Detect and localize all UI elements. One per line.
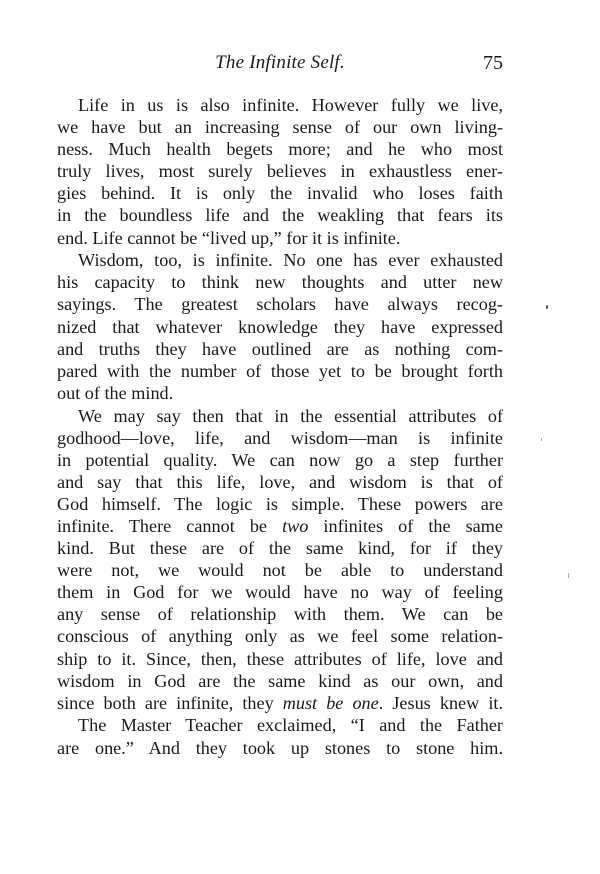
text-line: sayings. The greatest scholars have always recog- bbox=[57, 294, 503, 315]
text-line: ness. Much health begets more; and he who most bbox=[57, 139, 503, 160]
text-line: out of the mind. bbox=[57, 382, 174, 403]
text-line: gies behind. It is only the invalid who loses faith bbox=[57, 183, 503, 204]
text-line: were not, we would not be able to understand bbox=[57, 560, 503, 581]
text-line: end. Life cannot be “lived up,” for it is infinite. bbox=[57, 227, 401, 248]
text-line: godhood—love, life, and wisdom—man is infinite bbox=[57, 427, 503, 448]
text-line: we have but an increasing sense of our own living- bbox=[57, 117, 503, 138]
text-line: are one.” And they took up stones to stone him. bbox=[57, 737, 503, 758]
text-line: in potential quality. We can now go a step further bbox=[57, 449, 503, 470]
text-line bbox=[57, 515, 503, 537]
paragraph-godhood bbox=[57, 405, 503, 714]
text-line: in the boundless life and the weakling that fears its bbox=[57, 205, 503, 226]
paragraph-life bbox=[57, 94, 503, 249]
text-line: them in God for we would have no way of feeling bbox=[57, 582, 503, 603]
text-line: wisdom in God are the same kind as our own, and bbox=[57, 670, 503, 691]
text-line: kind. But these are of the same kind, for if they bbox=[57, 538, 503, 559]
paragraph-master-teacher bbox=[57, 714, 503, 758]
text-run: infinites of the same bbox=[308, 515, 503, 536]
scan-speck bbox=[541, 438, 542, 441]
text-line: conscious of anything only as we feel some relation- bbox=[57, 626, 503, 647]
text-line: We may say then that in the essential attributes of bbox=[78, 405, 503, 426]
text-line bbox=[57, 692, 503, 714]
text-line: truly lives, most surely believes in exhaustless ener- bbox=[57, 161, 503, 182]
scan-speck bbox=[546, 305, 548, 309]
scan-speck bbox=[568, 573, 569, 578]
body-text bbox=[57, 94, 503, 759]
text-run: infinite. There cannot be bbox=[57, 515, 283, 536]
text-line: Wisdom, too, is infinite. No one has ever exhausted bbox=[78, 250, 503, 271]
text-line: and say that this life, love, and wisdom is that of bbox=[57, 471, 503, 492]
italic-emphasis: two bbox=[282, 515, 309, 536]
text-line: nized that whatever knowledge they have expressed bbox=[57, 316, 503, 337]
text-line: ship to it. Since, then, these attributes of life, love and bbox=[57, 648, 503, 669]
text-line: and truths they have outlined are as nothing com- bbox=[57, 338, 503, 359]
running-title: The Infinite Self. bbox=[215, 52, 345, 73]
text-line: his capacity to think new thoughts and utter new bbox=[57, 272, 503, 293]
text-line: The Master Teacher exclaimed, “I and the Father bbox=[78, 715, 503, 736]
page-number: 75 bbox=[483, 52, 503, 74]
text-line: Life in us is also infinite. However fully we live, bbox=[78, 95, 503, 115]
text-line: any sense of relationship with them. We can be bbox=[57, 604, 503, 625]
text-run: . Jesus knew it. bbox=[378, 692, 503, 713]
text-line: pared with the number of those yet to be brought forth bbox=[57, 360, 503, 381]
text-run: since both are infinite, they bbox=[57, 692, 283, 713]
paragraph-wisdom bbox=[57, 249, 503, 404]
text-line: God himself. The logic is simple. These powers are bbox=[57, 493, 503, 514]
italic-emphasis: must be one bbox=[282, 692, 379, 713]
running-header bbox=[57, 52, 503, 80]
